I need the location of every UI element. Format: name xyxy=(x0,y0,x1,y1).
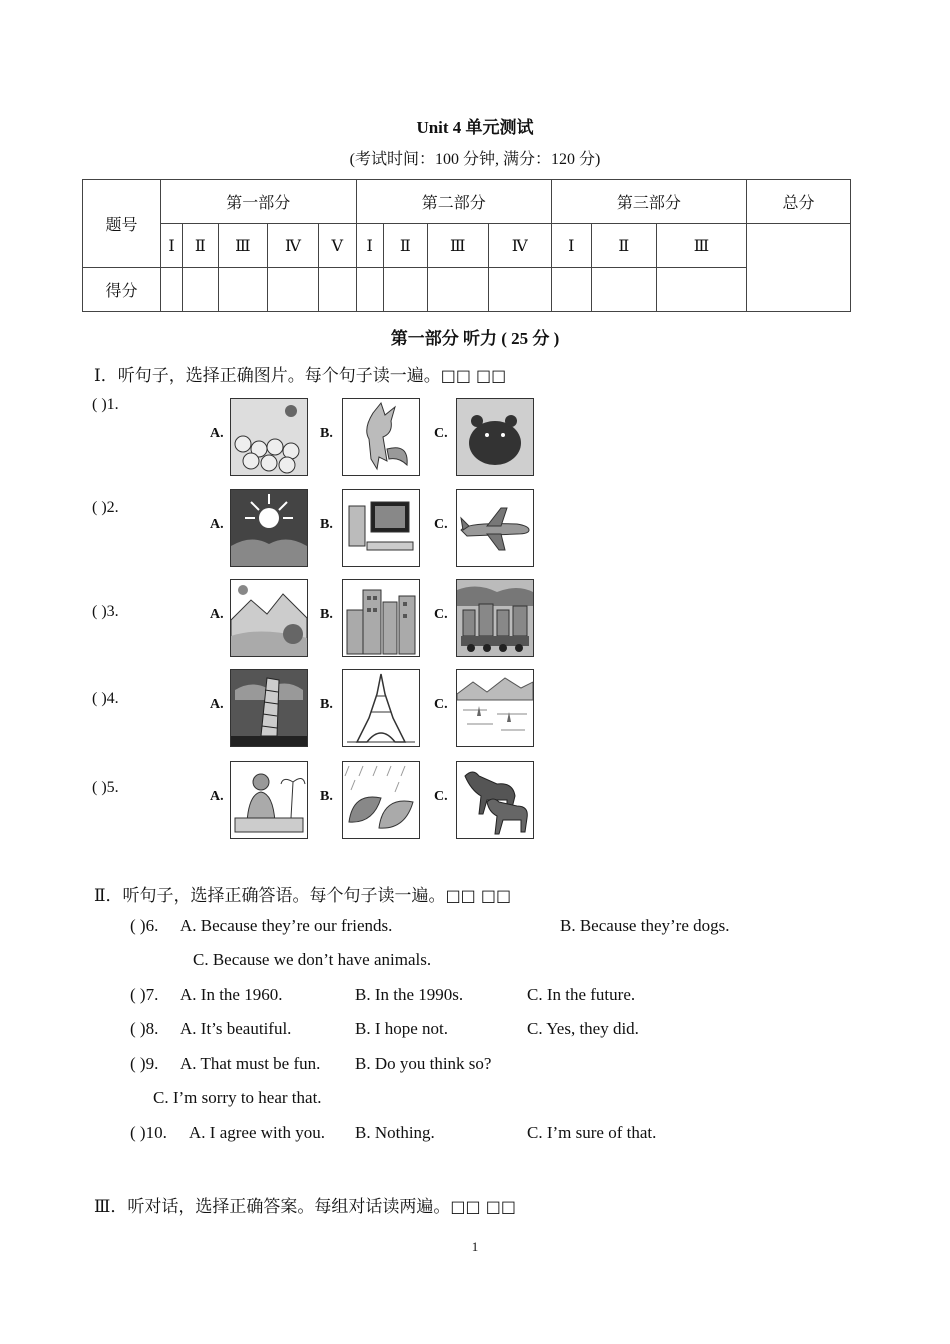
part1-col: Ⅳ xyxy=(267,224,318,268)
option-label: A. xyxy=(210,517,224,532)
score-cell[interactable] xyxy=(218,268,267,312)
option-label: A. xyxy=(210,789,224,804)
score-cell[interactable] xyxy=(591,268,656,312)
bear-picture[interactable] xyxy=(456,398,534,476)
option-label: A. xyxy=(210,697,224,712)
part2-col: Ⅳ xyxy=(488,224,551,268)
option-label: B. xyxy=(320,607,333,622)
section-II-score-boxes: □□ □□ xyxy=(445,886,512,905)
part2-col: Ⅱ xyxy=(383,224,427,268)
q10-number[interactable]: ( )10. xyxy=(130,1123,167,1142)
eiffel-tower-picture[interactable] xyxy=(342,669,420,747)
option-label: B. xyxy=(320,426,333,441)
q6-option-a: A. Because they’re our friends. xyxy=(180,916,393,935)
airplane-picture[interactable] xyxy=(456,489,534,567)
part2-col: Ⅲ xyxy=(427,224,488,268)
section-III-score-boxes: □□ □□ xyxy=(450,1197,516,1216)
part1-col: Ⅴ xyxy=(318,224,356,268)
q6-option-c: C. Because we don’t have animals. xyxy=(193,950,432,969)
score-cell[interactable] xyxy=(356,268,383,312)
rain-leaves-picture[interactable] xyxy=(342,761,420,839)
q7-option-c: C. In the future. xyxy=(527,985,636,1004)
option-label: A. xyxy=(210,607,224,622)
score-cell[interactable] xyxy=(318,268,356,312)
lake-picture[interactable] xyxy=(456,669,534,747)
score-cell[interactable] xyxy=(551,268,591,312)
q9-option-b: B. Do you think so? xyxy=(355,1054,492,1073)
section-I-score-boxes: □□ □□ xyxy=(440,366,507,385)
part1-header: 第一部分 xyxy=(161,180,357,224)
part3-col: Ⅰ xyxy=(551,224,591,268)
part3-col: Ⅲ xyxy=(656,224,746,268)
q8-option-c: C. Yes, they did. xyxy=(527,1019,639,1038)
score-row-header: 得分 xyxy=(83,268,161,312)
option-label: C. xyxy=(434,517,448,532)
score-cell[interactable] xyxy=(656,268,746,312)
polluted-city-picture[interactable] xyxy=(456,579,534,657)
q10-option-c: C. I’m sure of that. xyxy=(527,1123,657,1142)
option-label: C. xyxy=(434,697,448,712)
section1-title: 第一部分 听力 ( 25 分 ) xyxy=(390,329,560,348)
section-III-heading: Ⅲ．听对话，选择正确答案。每组对话读两遍。□□ □□ xyxy=(94,1197,516,1216)
part2-header: 第二部分 xyxy=(356,180,551,224)
score-cell[interactable] xyxy=(267,268,318,312)
question-3-number[interactable]: ( )3. xyxy=(92,603,119,620)
q10-option-b: B. Nothing. xyxy=(355,1123,435,1142)
page-title: Unit 4 单元测试 xyxy=(416,118,534,137)
score-cell[interactable] xyxy=(383,268,427,312)
option-label: A. xyxy=(210,426,224,441)
sun-picture[interactable] xyxy=(230,489,308,567)
option-label: C. xyxy=(434,607,448,622)
score-cell[interactable] xyxy=(182,268,218,312)
total-header: 总分 xyxy=(747,180,851,224)
section-I-heading: Ⅰ．听句子，选择正确图片。每个句子读一遍。□□ □□ xyxy=(94,366,507,385)
question-number-header: 题号 xyxy=(83,180,161,268)
section-II-heading: Ⅱ．听句子，选择正确答语。每个句子读一遍。□□ □□ xyxy=(94,886,512,905)
part1-col: Ⅲ xyxy=(218,224,267,268)
q6-option-b: B. Because they’re dogs. xyxy=(560,916,730,935)
option-label: B. xyxy=(320,789,333,804)
q7-option-a: A. In the 1960. xyxy=(180,985,283,1004)
forest-picture[interactable] xyxy=(230,398,308,476)
q6-number[interactable]: ( )6. xyxy=(130,916,159,935)
score-cell[interactable] xyxy=(427,268,488,312)
q8-option-a: A. It’s beautiful. xyxy=(180,1019,292,1038)
question-1-number[interactable]: ( )1. xyxy=(92,396,119,413)
option-label: B. xyxy=(320,697,333,712)
total-score-cell[interactable] xyxy=(747,224,851,312)
leaning-tower-picture[interactable] xyxy=(230,669,308,747)
option-label: C. xyxy=(434,789,448,804)
q8-option-b: B. I hope not. xyxy=(355,1019,449,1038)
page-number: 1 xyxy=(471,1239,479,1254)
option-label: C. xyxy=(434,426,448,441)
q9-option-c: C. I’m sorry to hear that. xyxy=(153,1088,322,1107)
question-5-number[interactable]: ( )5. xyxy=(92,779,119,796)
score-cell[interactable] xyxy=(488,268,551,312)
q10-option-a: A. I agree with you. xyxy=(189,1123,325,1142)
countryside-picture[interactable] xyxy=(230,579,308,657)
option-label: B. xyxy=(320,517,333,532)
horses-picture[interactable] xyxy=(456,761,534,839)
q9-number[interactable]: ( )9. xyxy=(130,1054,159,1073)
score-table xyxy=(82,179,851,312)
q7-number[interactable]: ( )7. xyxy=(130,985,159,1004)
score-cell[interactable] xyxy=(161,268,183,312)
part1-col: Ⅱ xyxy=(182,224,218,268)
question-2-number[interactable]: ( )2. xyxy=(92,499,119,516)
part3-header: 第三部分 xyxy=(551,180,746,224)
computer-picture[interactable] xyxy=(342,489,420,567)
fox-picture[interactable] xyxy=(342,398,420,476)
question-4-number[interactable]: ( )4. xyxy=(92,690,119,707)
part3-col: Ⅱ xyxy=(591,224,656,268)
q7-option-b: B. In the 1990s. xyxy=(355,985,464,1004)
part2-col: Ⅰ xyxy=(356,224,383,268)
part1-col: Ⅰ xyxy=(161,224,183,268)
farmer-picture[interactable] xyxy=(230,761,308,839)
q8-number[interactable]: ( )8. xyxy=(130,1019,159,1038)
q9-option-a: A. That must be fun. xyxy=(180,1054,321,1073)
city-buildings-picture[interactable] xyxy=(342,579,420,657)
exam-info: (考试时间：100 分钟, 满分：120 分) xyxy=(349,151,601,168)
